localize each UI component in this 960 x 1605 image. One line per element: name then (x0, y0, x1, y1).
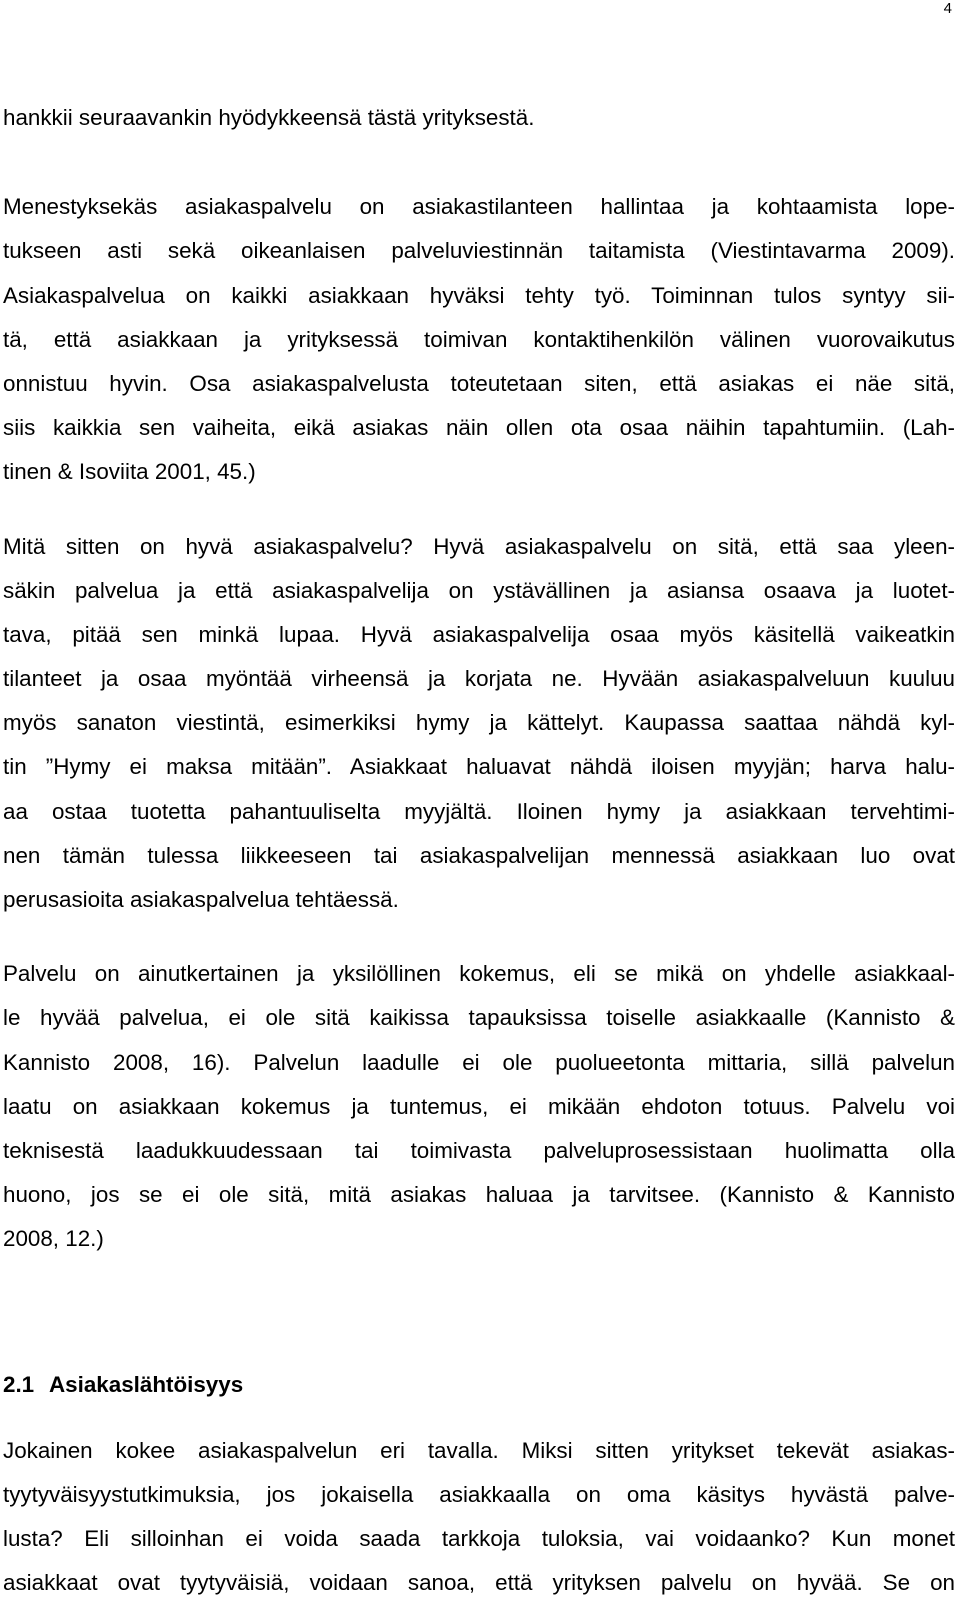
paragraph-good-service (3, 525, 955, 923)
text-line: Menestyksekäs asiakaspalvelu on asiakastilanteen hallintaa ja kohtaamista lope- (3, 194, 955, 220)
text-line: tin ”Hymy ei maksa mitään”. Asiakkaat haluavat nähdä iloisen myyjän; harva halu- (3, 754, 955, 780)
text-line: asiakkaat ovat tyytyväisiä, voidaan sanoa, että yrityksen palvelu on hyvää. Se on (3, 1570, 955, 1596)
section-number: 2.1 (3, 1371, 35, 1397)
paragraph-gap (3, 140, 955, 185)
page-number: 4 (943, 0, 952, 17)
text-line: huono, jos se ei ole sitä, mitä asiakas haluaa ja tarvitsee. (Kannisto & Kannisto (3, 1182, 955, 1208)
text-line: tyytyväisyystutkimuksia, jos jokaisella asiakkaalla on oma käsitys hyvästä palve- (3, 1481, 955, 1507)
text-line: tinen & Isoviita 2001, 45.) (3, 459, 256, 485)
paragraph-customer-service (3, 185, 955, 494)
text-line: tukseen asti sekä oikeanlaisen palveluviestinnän taitamista (Viestintavarma 2009). (3, 238, 955, 264)
paragraph-gap (3, 495, 955, 525)
text-line: teknisestä laadukkuudessaan tai toimivasta palveluprosessistaan huolimatta olla (3, 1137, 955, 1163)
text-line: onnistuu hyvin. Osa asiakaspalvelusta toteutetaan siten, että asiakas ei näe sitä, (3, 370, 955, 396)
text-line: Mitä sitten on hyvä asiakaspalvelu? Hyvä asiakaspalvelu on sitä, että saa yleen- (3, 533, 955, 559)
text-line: 2008, 12.) (3, 1226, 104, 1252)
text-line: säkin palvelua ja että asiakaspalvelija on ystävällinen ja asiansa osaava ja luotet- (3, 577, 955, 603)
document-body (3, 96, 955, 1605)
paragraph-customer-orientation (3, 1429, 955, 1605)
section-title: Asiakaslähtöisyys (49, 1371, 244, 1397)
text-line: Jokainen kokee asiakaspalvelun eri tavalla. Miksi sitten yritykset tekevät asiakas- (3, 1437, 955, 1463)
text-line: tava, pitää sen minkä lupaa. Hyvä asiakaspalvelija osaa myös käsitellä vaikeatkin (3, 621, 955, 647)
section-heading (3, 1363, 955, 1407)
section-gap (3, 1262, 955, 1363)
paragraph-unique-service (3, 952, 955, 1261)
text-line: tä, että asiakkaan ja yrityksessä toimivan kontaktihenkilön välinen vuorovaikutus (3, 326, 955, 352)
text-line: le hyvää palvelua, ei ole sitä kaikissa tapauksissa toiselle asiakkaalle (Kannisto & (3, 1005, 955, 1031)
text-line: Palvelu on ainutkertainen ja yksilöllinen kokemus, eli se mikä on yhdelle asiakkaal- (3, 961, 955, 987)
text-line: siis kaikkia sen vaiheita, eikä asiakas näin ollen ota osaa näihin tapahtumiin. (Lah- (3, 415, 955, 441)
text-line: aa ostaa tuotetta pahantuuliselta myyjältä. Iloinen hymy ja asiakkaan tervehtimi- (3, 798, 955, 824)
text-line: tilanteet ja osaa myöntää virheensä ja korjata ne. Hyvään asiakaspalveluun kuuluu (3, 666, 955, 692)
text-line: nen tämän tulessa liikkeeseen tai asiakaspalvelijan mennessä asiakkaan luo ovat (3, 842, 955, 868)
text-line: Asiakaspalvelua on kaikki asiakkaan hyväksi tehty työ. Toiminnan tulos syntyy sii- (3, 282, 955, 308)
text-line: Kannisto 2008, 16). Palvelun laadulle ei ole puolueetonta mittaria, sillä palvelun (3, 1049, 955, 1075)
text-line: laatu on asiakkaan kokemus ja tuntemus, ei mikään ehdoton totuus. Palvelu voi (3, 1093, 955, 1119)
text-line: lusta? Eli silloinhan ei voida saada tarkkoja tuloksia, vai voidaanko? Kun monet (3, 1526, 955, 1552)
text-line: myös sanaton viestintä, esimerkiksi hymy ja kättelyt. Kaupassa saattaa nähdä kyl- (3, 710, 955, 736)
heading-gap (3, 1407, 955, 1429)
paragraph-continuation (3, 96, 955, 140)
paragraph-gap (3, 922, 955, 952)
text-line: perusasioita asiakaspalvelua tehtäessä. (3, 887, 399, 912)
text-line: hankkii seuraavankin hyödykkeensä tästä yrityksestä. (3, 105, 535, 130)
